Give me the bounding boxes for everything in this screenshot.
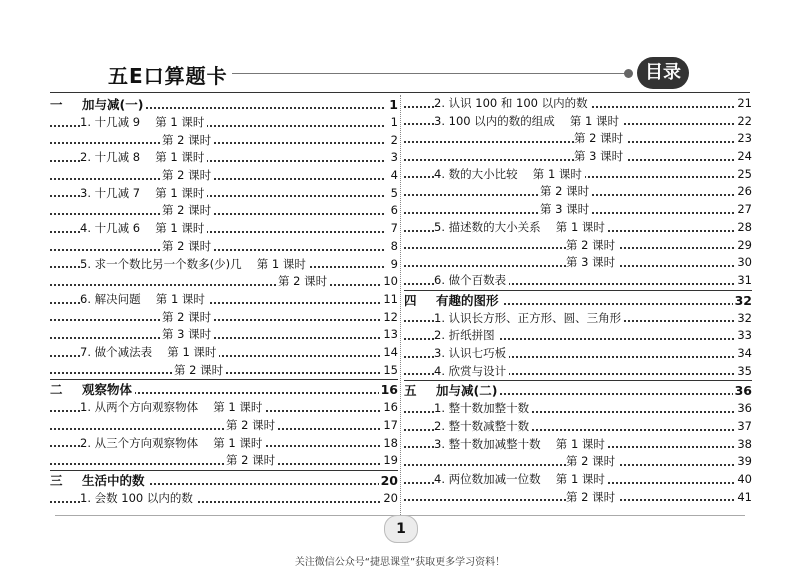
toc-entry-row[interactable] <box>404 113 752 131</box>
toc-entry-row[interactable] <box>404 327 752 345</box>
toc-entry-label: 1. 整十数加整十数 <box>434 400 532 418</box>
toc-entry-row[interactable] <box>404 183 752 201</box>
toc-page-number: 33 <box>735 327 752 345</box>
toc-page-number: 25 <box>735 166 752 184</box>
toc-page-number: 20 <box>380 473 398 489</box>
section-number: 一 <box>50 97 63 112</box>
toc-page-number: 10 <box>381 273 398 291</box>
toc-entry-label: 第 3 课时 <box>162 326 214 344</box>
toc-section-row[interactable] <box>404 380 752 400</box>
toc-entry-row[interactable] <box>50 291 398 309</box>
dot-leader <box>50 463 384 465</box>
toc-page-number: 19 <box>381 452 398 470</box>
toc-page-number: 29 <box>735 237 752 255</box>
toc-page-number: 11 <box>381 291 398 309</box>
toc-left-column <box>50 95 398 508</box>
toc-page-number: 15 <box>381 362 398 380</box>
toc-entry-row[interactable] <box>50 114 398 132</box>
column-divider <box>400 95 401 515</box>
toc-section-label <box>404 381 500 400</box>
dot-leader <box>404 159 738 161</box>
toc-entry-row[interactable] <box>50 309 398 327</box>
toc-page-number: 23 <box>735 130 752 148</box>
toc-entry-row[interactable] <box>404 237 752 255</box>
toc-entry-row[interactable] <box>404 310 752 328</box>
toc-entry-label: 2. 十几减 8 第 1 课时 <box>80 149 207 167</box>
section-title: 加与减(一) <box>82 97 144 112</box>
toc-section-row[interactable] <box>50 470 398 490</box>
toc-entry-label: 第 3 课时 <box>566 254 618 272</box>
header-dot-icon <box>624 69 633 78</box>
toc-entry-label: 第 2 课时 <box>566 489 618 507</box>
toc-page-number: 1 <box>389 114 398 132</box>
toc-entry-row[interactable] <box>404 436 752 454</box>
toc-entry-row[interactable] <box>404 345 752 363</box>
toc-entry-label: 第 2 课时 <box>566 237 618 255</box>
toc-page-number: 38 <box>735 436 752 454</box>
toc-entry-row[interactable] <box>50 220 398 238</box>
toc-page-number: 3 <box>389 149 398 167</box>
toc-page-number: 7 <box>389 220 398 238</box>
toc-entry-label: 4. 欣赏与设计 <box>434 363 509 381</box>
toc-entry-row[interactable] <box>50 326 398 344</box>
toc-page-number: 41 <box>735 489 752 507</box>
toc-page-number: 35 <box>735 363 752 381</box>
toc-section-row[interactable] <box>50 95 398 114</box>
toc-page-number: 9 <box>389 256 398 274</box>
section-number: 二 <box>50 382 63 398</box>
toc-entry-label: 第 2 课时 <box>278 273 330 291</box>
toc-entry-row[interactable] <box>50 273 398 291</box>
toc-entry-label: 5. 描述数的大小关系 第 1 课时 <box>434 219 608 237</box>
section-title: 加与减(二) <box>436 383 498 399</box>
toc-entry-row[interactable] <box>50 344 398 362</box>
toc-page-number: 34 <box>735 345 752 363</box>
toc-entry-row[interactable] <box>50 362 398 380</box>
toc-entry-label: 第 2 课时 <box>162 167 214 185</box>
toc-entry-label: 5. 求一个数比另一个数多(少)几 第 1 课时 <box>80 256 309 274</box>
toc-entry-label: 1. 会数 100 以内的数 <box>80 490 196 508</box>
toc-page-number: 32 <box>735 310 752 328</box>
toc-page-number: 18 <box>381 435 398 453</box>
section-number: 四 <box>404 292 417 308</box>
toc-page-number: 12 <box>381 309 398 327</box>
toc-entry-label: 第 2 课时 <box>162 309 214 327</box>
toc-entry-label: 4. 数的大小比较 第 1 课时 <box>434 166 585 184</box>
toc-page-number: 16 <box>380 382 398 398</box>
toc-entry-label: 6. 做个百数表 <box>434 272 509 290</box>
toc-page-number: 20 <box>381 490 398 508</box>
toc-entry-label: 2. 折纸拼图 <box>434 327 498 345</box>
toc-entry-label: 2. 认识 100 和 100 以内的数 <box>434 95 591 113</box>
section-title: 有趣的图形 <box>436 292 499 308</box>
toc-badge: 目录 <box>637 57 689 89</box>
toc-entry-row[interactable] <box>50 417 398 435</box>
toc-page-number: 17 <box>381 417 398 435</box>
section-number: 三 <box>50 473 63 489</box>
toc-page-number: 39 <box>735 453 752 471</box>
toc-page-number: 13 <box>381 326 398 344</box>
page-header <box>0 0 800 95</box>
toc-entry-label: 第 2 课时 <box>162 202 214 220</box>
toc-entry-label: 第 2 课时 <box>162 132 214 150</box>
toc-entry-label: 第 2 课时 <box>540 183 592 201</box>
toc-entry-label: 4. 两位数加减一位数 第 1 课时 <box>434 471 608 489</box>
toc-entry-label: 1. 从两个方向观察物体 第 1 课时 <box>80 399 265 417</box>
toc-page-number: 24 <box>735 148 752 166</box>
toc-entry-row[interactable] <box>404 166 752 184</box>
toc-entry-row[interactable] <box>50 399 398 417</box>
toc-entry-label: 第 2 课时 <box>162 238 214 256</box>
toc-entry-row[interactable] <box>404 130 752 148</box>
toc-page-number: 2 <box>389 132 398 150</box>
toc-entry-label: 1. 十几减 9 第 1 课时 <box>80 114 207 132</box>
toc-page-number: 16 <box>381 399 398 417</box>
toc-section-row[interactable] <box>50 379 398 399</box>
toc-entry-row[interactable] <box>404 418 752 436</box>
toc-right-column <box>404 95 752 506</box>
toc-entry-row[interactable] <box>404 453 752 471</box>
toc-entry-label: 7. 做个减法表 第 1 课时 <box>80 344 219 362</box>
toc-page-number: 40 <box>735 471 752 489</box>
header-rule <box>232 73 627 74</box>
toc-entry-row[interactable] <box>50 256 398 274</box>
toc-entry-row[interactable] <box>404 471 752 489</box>
toc-entry-row[interactable] <box>404 363 752 381</box>
toc-entry-label: 第 3 课时 <box>574 148 626 166</box>
dot-leader <box>50 249 384 251</box>
toc-page-number: 27 <box>735 201 752 219</box>
toc-entry-label: 3. 十几减 7 第 1 课时 <box>80 185 207 203</box>
toc-section-label <box>404 291 502 310</box>
toc-page-number: 1 <box>389 97 398 112</box>
dot-leader <box>50 319 384 321</box>
toc-entry-row[interactable] <box>50 238 398 256</box>
section-title: 观察物体 <box>82 382 133 398</box>
toc-entry-row[interactable] <box>50 202 398 220</box>
dot-leader <box>50 178 384 180</box>
toc-entry-row[interactable] <box>404 148 752 166</box>
toc-entry-row[interactable] <box>50 185 398 203</box>
toc-entry-row[interactable] <box>50 490 398 508</box>
section-number: 五 <box>404 383 417 399</box>
toc-page-number: 4 <box>389 167 398 185</box>
toc-page-number: 32 <box>734 292 752 308</box>
toc-page-number: 37 <box>735 418 752 436</box>
toc-page-number: 28 <box>735 219 752 237</box>
toc-entry-row[interactable] <box>404 219 752 237</box>
toc-entry-label: 6. 解决问题 第 1 课时 <box>80 291 208 309</box>
toc-page-number: 8 <box>389 238 398 256</box>
toc-page-number: 22 <box>735 113 752 131</box>
toc-entry-label: 第 2 课时 <box>574 130 626 148</box>
toc-entry-row[interactable] <box>404 95 752 113</box>
toc-section-label <box>50 380 135 399</box>
dot-leader <box>50 142 384 144</box>
page-number: 1 <box>384 515 418 543</box>
footer-note: 关注微信公众号“捷思课堂”获取更多学习资料！ <box>294 557 506 568</box>
toc-entry-label: 第 2 课时 <box>174 362 226 380</box>
dot-leader <box>50 428 384 430</box>
toc-page-number: 26 <box>735 183 752 201</box>
toc-entry-row[interactable] <box>50 149 398 167</box>
toc-entry-row[interactable] <box>404 254 752 272</box>
toc-entry-row[interactable] <box>404 400 752 418</box>
toc-entry-row[interactable] <box>404 272 752 290</box>
toc-entry-label: 3. 整十数加减整十数 第 1 课时 <box>434 436 608 454</box>
toc-section-label <box>50 95 146 114</box>
toc-section-row[interactable] <box>404 290 752 310</box>
brand-title: 五E口算题卡 <box>108 64 228 88</box>
toc-entry-row[interactable] <box>50 435 398 453</box>
dot-leader <box>50 213 384 215</box>
toc-page-number: 6 <box>389 202 398 220</box>
toc-page-number: 14 <box>381 344 398 362</box>
dot-leader <box>50 284 384 286</box>
toc-page-number: 21 <box>735 95 752 113</box>
toc-entry-label: 第 2 课时 <box>226 417 278 435</box>
toc-page-number: 36 <box>734 383 752 399</box>
toc-entry-label: 3. 100 以内的数的组成 第 1 课时 <box>434 113 622 131</box>
toc-entry-label: 第 2 课时 <box>566 453 618 471</box>
toc-entry-label: 2. 整十数减整十数 <box>434 418 532 436</box>
top-rule <box>50 92 750 93</box>
toc-entry-row[interactable] <box>50 132 398 150</box>
toc-page-number: 5 <box>389 185 398 203</box>
toc-entry-row[interactable] <box>50 452 398 470</box>
toc-entry-label: 第 2 课时 <box>226 452 278 470</box>
toc-entry-row[interactable] <box>404 201 752 219</box>
toc-page-number: 31 <box>735 272 752 290</box>
toc-entry-label: 2. 从三个方向观察物体 第 1 课时 <box>80 435 265 453</box>
toc-entry-row[interactable] <box>50 167 398 185</box>
toc-entry-label: 4. 十几减 6 第 1 课时 <box>80 220 207 238</box>
toc-entry-label: 第 3 课时 <box>540 201 592 219</box>
dot-leader <box>50 337 384 339</box>
toc-entry-row[interactable] <box>404 489 752 507</box>
dot-leader <box>404 141 738 143</box>
toc-section-label <box>50 471 148 490</box>
toc-entry-label: 1. 认识长方形、正方形、圆、三角形 <box>434 310 624 328</box>
toc-page-number: 30 <box>735 254 752 272</box>
toc-page-number: 36 <box>735 400 752 418</box>
section-title: 生活中的数 <box>82 473 145 489</box>
toc-entry-label: 3. 认识七巧板 <box>434 345 509 363</box>
